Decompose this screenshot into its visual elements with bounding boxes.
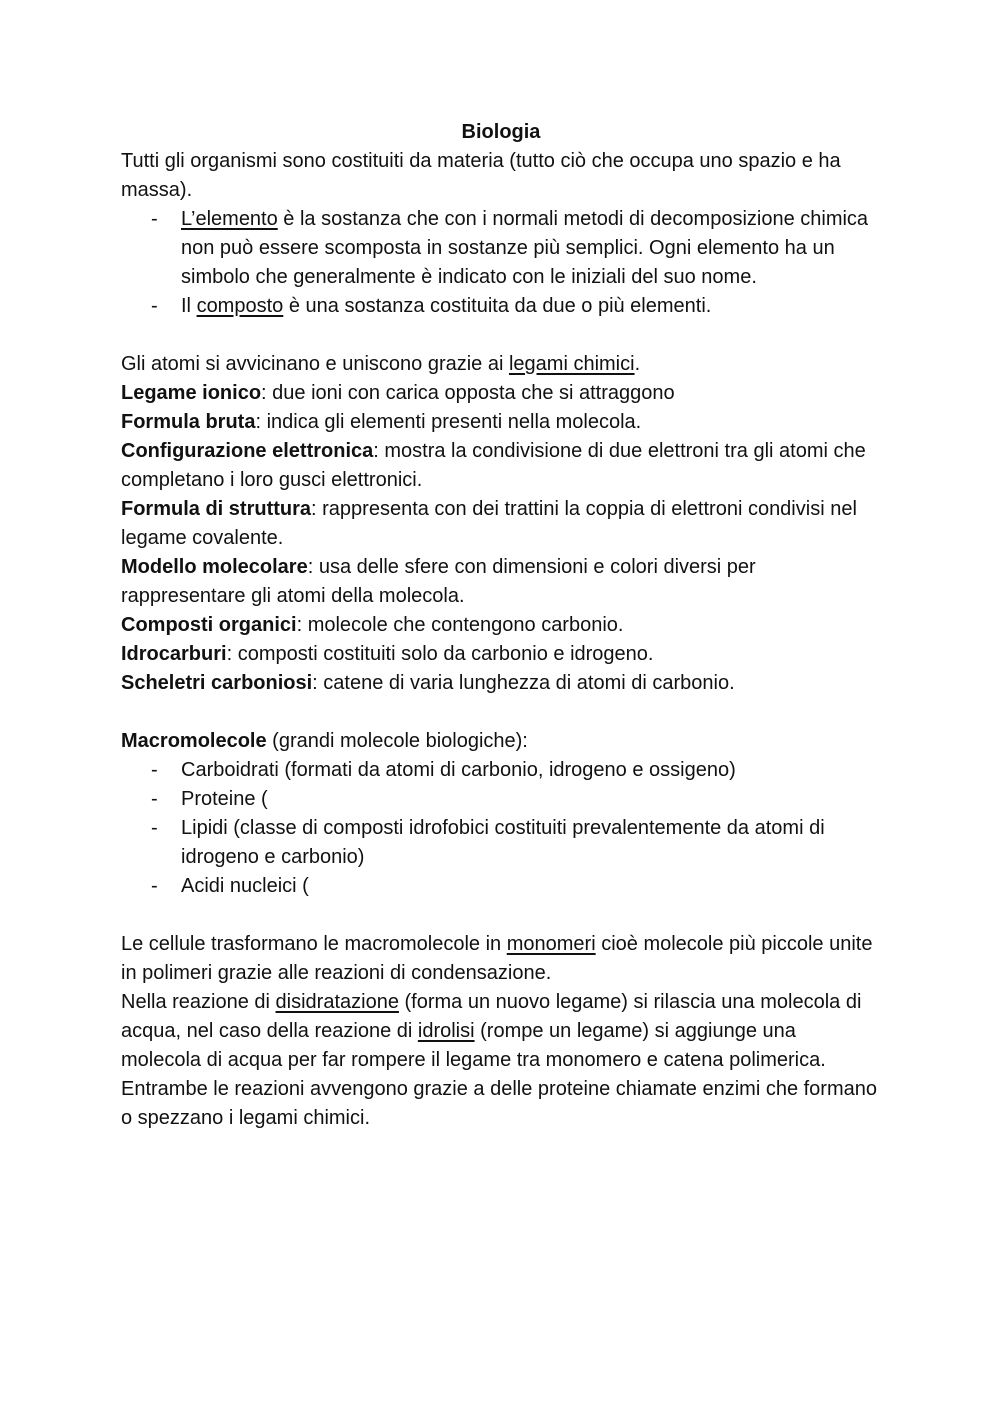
pre-composto: Il	[181, 295, 197, 317]
reazioni-pre: Nella reazione di	[121, 991, 276, 1013]
monomeri-paragraph	[121, 930, 881, 988]
list-dash: -	[151, 295, 158, 317]
macromolecole-list	[121, 756, 881, 901]
definition-term: Scheletri carboniosi	[121, 672, 313, 694]
monomeri-post: cioè molecole più piccole unite in polimeri grazie alle reazioni di condensazione.	[121, 933, 873, 984]
definition-term: Idrocarburi	[121, 643, 227, 665]
list-dash: -	[151, 875, 158, 897]
text-elemento: è la sostanza che con i normali metodi di decomposizione chimica non può essere scomposta in sostanze più semplici. Ogni elemento ha un simbolo che generalmente è indicato con le iniziali del suo nome.	[181, 208, 869, 288]
definition-text: : molecole che contengono carbonio.	[296, 614, 624, 636]
definition-text: : usa delle sfere con dimensioni e colori diversi per rappresentare gli atomi della molecola.	[121, 556, 756, 607]
list-item-composto	[121, 292, 881, 321]
definition-scheletri-carboniosi	[121, 669, 881, 698]
definition-formula-bruta	[121, 408, 881, 437]
term-monomeri: monomeri	[506, 933, 596, 955]
reazioni-paragraph	[121, 988, 881, 1133]
atoms-post: .	[634, 353, 641, 375]
term-macromolecole: Macromolecole	[121, 730, 267, 752]
blank-line	[121, 901, 881, 930]
definition-legame-ionico	[121, 379, 881, 408]
term-composto: composto	[196, 295, 284, 317]
term-disidratazione: disidratazione	[275, 991, 399, 1013]
element-compound-list	[121, 205, 881, 321]
definition-text: : rappresenta con dei trattini la coppia di elettroni condivisi nel legame covalente.	[121, 498, 857, 549]
term-legami-chimici: legami chimici	[508, 353, 635, 375]
term-elemento: L’elemento	[181, 208, 278, 230]
definition-composti-organici	[121, 611, 881, 640]
definition-formula-di-struttura	[121, 495, 881, 553]
document-page	[121, 118, 881, 1133]
atoms-pre: Gli atomi si avvicinano e uniscono grazie ai	[121, 353, 509, 375]
definition-configurazione-elettronica	[121, 437, 881, 495]
reazioni-post: (rompe un legame) si aggiunge una molecola di acqua per far rompere il legame tra monomero e catena polimerica. Entrambe le reazioni avvengono grazie a delle proteine chiamate enzimi che formano o spezzano i legami chimici.	[121, 1020, 877, 1129]
definition-text: : catene di varia lunghezza di atomi di carbonio.	[312, 672, 735, 694]
definition-term: Modello molecolare	[121, 556, 308, 578]
definition-text: : composti costituiti solo da carbonio e idrogeno.	[226, 643, 654, 665]
list-item-text: Acidi nucleici (	[181, 875, 309, 897]
blank-line	[121, 698, 881, 727]
atoms-paragraph	[121, 350, 881, 379]
list-item-carboidrati	[121, 756, 881, 785]
definition-idrocarburi	[121, 640, 881, 669]
monomeri-pre: Le cellule trasformano le macromolecole in	[121, 933, 507, 955]
macromolecole-heading	[121, 727, 881, 756]
term-idrolisi: idrolisi	[417, 1020, 475, 1042]
list-item-acidi-nucleici	[121, 872, 881, 901]
definition-term: Composti organici	[121, 614, 297, 636]
definition-term: Formula bruta	[121, 411, 256, 433]
list-item-text: Lipidi (classe di composti idrofobici costituiti prevalentemente da atomi di idrogeno e carbonio)	[181, 817, 825, 868]
definition-term: Configurazione elettronica	[121, 440, 374, 462]
list-dash: -	[151, 208, 158, 230]
list-item-proteine	[121, 785, 881, 814]
definition-text: : indica gli elementi presenti nella molecola.	[255, 411, 642, 433]
list-item-text: Carboidrati (formati da atomi di carbonio, idrogeno e ossigeno)	[181, 759, 736, 781]
list-item-text: Proteine (	[181, 788, 268, 810]
reazioni-mid: (forma un nuovo legame) si rilascia una molecola di acqua, nel caso della reazione di	[121, 991, 862, 1042]
definition-term: Legame ionico	[121, 382, 262, 404]
document-title: Biologia	[461, 121, 541, 143]
definition-modello-molecolare	[121, 553, 881, 611]
definition-text: : mostra la condivisione di due elettroni tra gli atomi che completano i loro gusci elettronici.	[121, 440, 866, 491]
list-dash: -	[151, 788, 158, 810]
blank-line	[121, 321, 881, 350]
definition-term: Formula di struttura	[121, 498, 312, 520]
list-dash: -	[151, 817, 158, 839]
macromolecole-text: (grandi molecole biologiche):	[266, 730, 528, 752]
text-composto: è una sostanza costituita da due o più elementi.	[283, 295, 712, 317]
list-item-elemento	[121, 205, 881, 292]
intro-paragraph: Tutti gli organismi sono costituiti da materia (tutto ciò che occupa uno spazio e ha massa).	[121, 150, 841, 201]
list-dash: -	[151, 759, 158, 781]
definition-text: : due ioni con carica opposta che si attraggono	[261, 382, 675, 404]
list-item-lipidi	[121, 814, 881, 872]
